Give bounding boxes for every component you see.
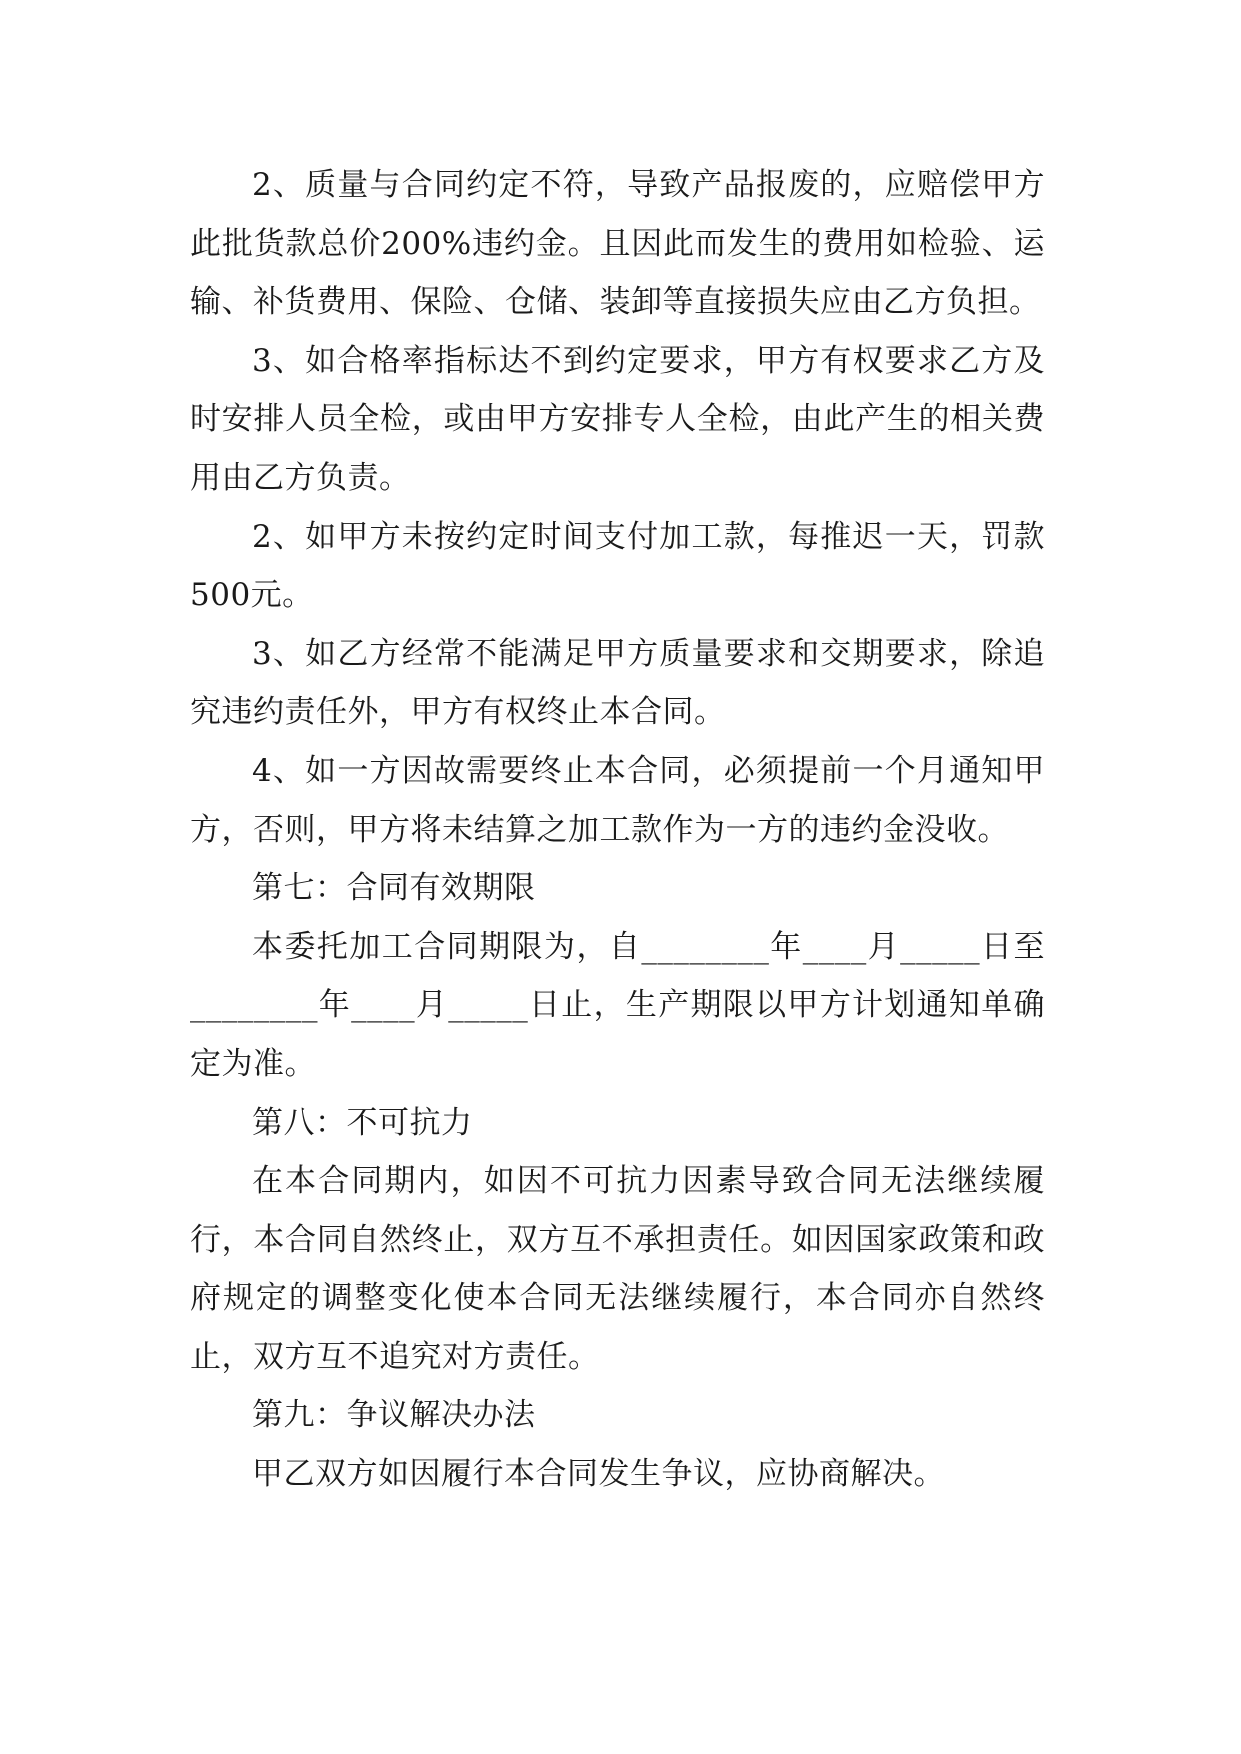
- section-heading-term: 第七：合同有效期限: [252, 870, 536, 907]
- paragraph-early-termination: 4、如一方因故需要终止本合同，必须提前一个月通知甲方，否则，甲方将未结算之加工款作为一方的违约金没收。: [190, 752, 1045, 848]
- paragraph-dispute-resolution: 甲乙双方如因履行本合同发生争议，应协商解决。: [252, 1456, 945, 1493]
- paragraph-quality-penalty: 2、质量与合同约定不符，导致产品报废的，应赔偿甲方此批货款总价200%违约金。且因此而发生的费用如检验、运输、补货费用、保险、仓储、装卸等直接损失应由乙方负担。: [190, 167, 1045, 321]
- section-heading-dispute: 第九：争议解决办法: [252, 1397, 536, 1434]
- section-heading-force-majeure: 第八：不可抗力: [252, 1104, 473, 1141]
- paragraph-late-payment: 2、如甲方未按约定时间支付加工款，每推迟一天，罚款500元。: [190, 518, 1045, 614]
- paragraph-contract-term: 本委托加工合同期限为，自________年____月_____日至________年____月_____日止，生产期限以甲方计划通知单确定为准。: [190, 928, 1045, 1082]
- paragraph-pass-rate: 3、如合格率指标达不到约定要求，甲方有权要求乙方及时安排人员全检，或由甲方安排专人全检，由此产生的相关费用由乙方负责。: [190, 342, 1045, 496]
- paragraph-termination-right: 3、如乙方经常不能满足甲方质量要求和交期要求，除追究违约责任外，甲方有权终止本合同。: [190, 635, 1045, 731]
- paragraph-force-majeure: 在本合同期内，如因不可抗力因素导致合同无法继续履行，本合同自然终止，双方互不承担责任。如因国家政策和政府规定的调整变化使本合同无法继续履行，本合同亦自然终止，双方互不追究对方责任。: [190, 1163, 1045, 1375]
- document-body: [190, 156, 1045, 1504]
